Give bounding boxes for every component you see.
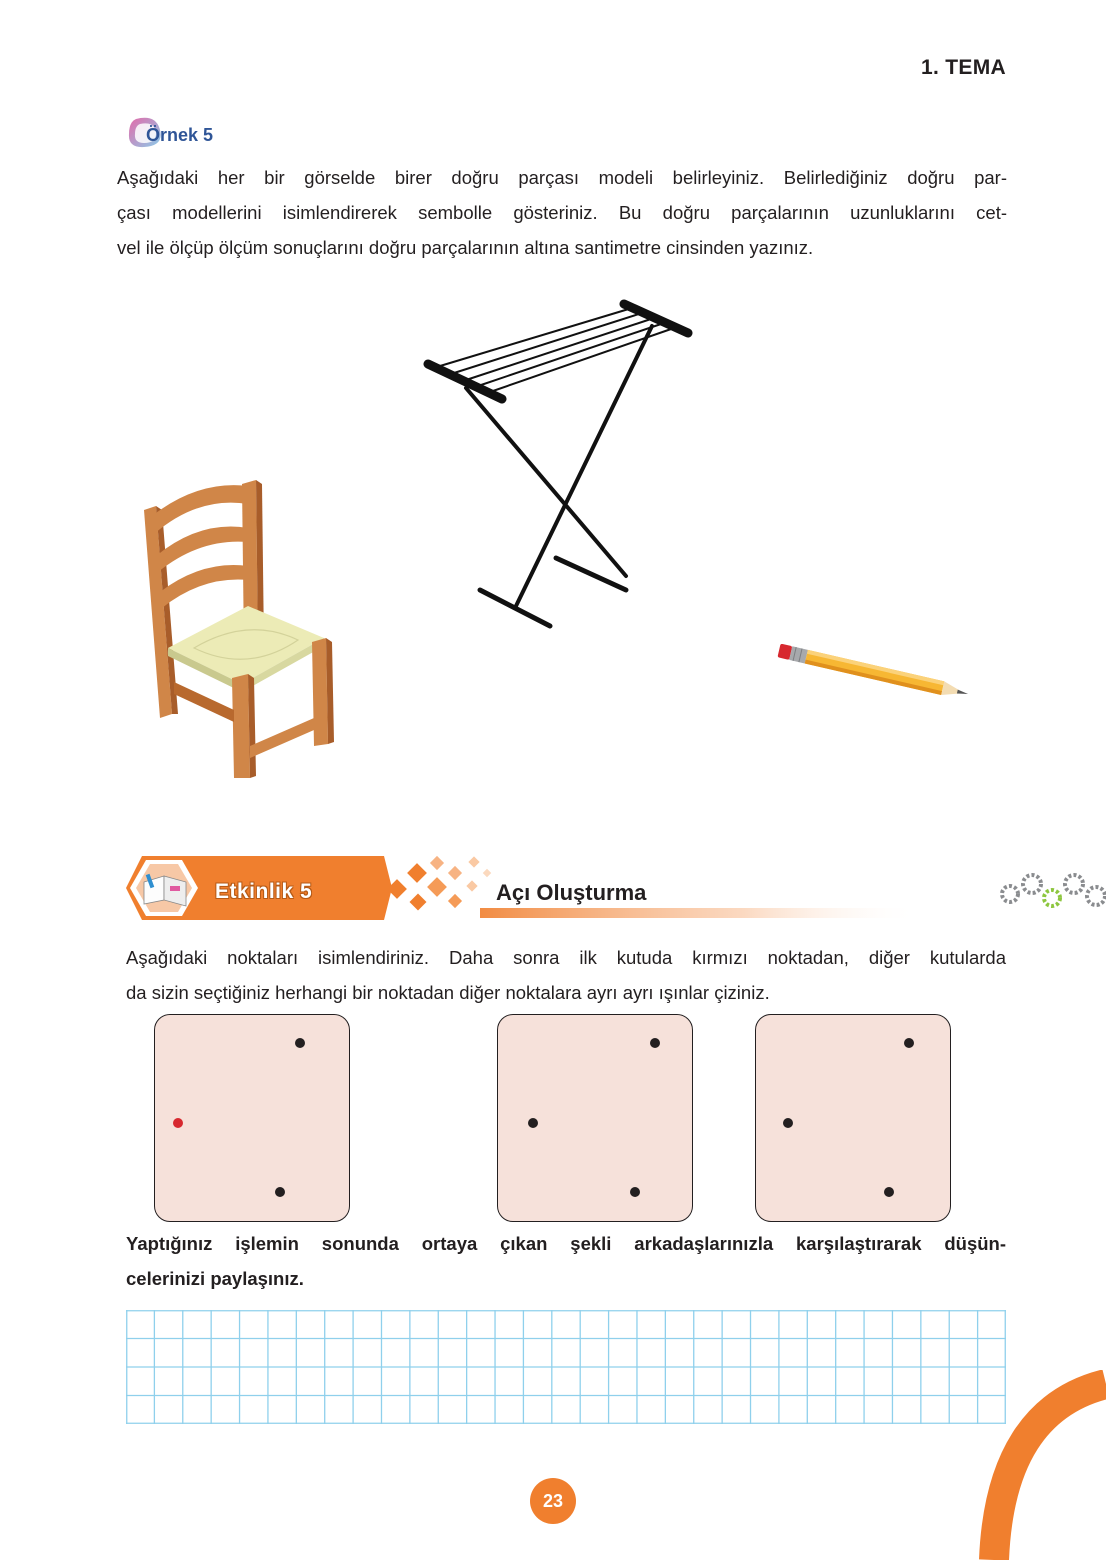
corner-arc-decoration (970, 1370, 1106, 1560)
instruction-line: Aşağıdaki noktaları isimlendiriniz. Daha sonra ilk kutuda kırmızı noktadan, diğer kutularda (126, 947, 1006, 968)
point-box-3[interactable] (755, 1014, 951, 1222)
example-line: Aşağıdaki her bir görselde birer doğru parçası modeli belirleyiniz. Belirlediğiniz doğru par- (117, 167, 1007, 188)
point[interactable] (528, 1118, 538, 1128)
point[interactable] (884, 1187, 894, 1197)
discussion-question (126, 1226, 1006, 1296)
point[interactable] (275, 1187, 285, 1197)
point[interactable] (630, 1187, 640, 1197)
gear-icon (994, 868, 1106, 916)
point-box-1[interactable] (154, 1014, 350, 1222)
example-title: Örnek 5 (146, 125, 214, 145)
drying-rack-illustration (420, 296, 700, 636)
page-number: 23 (530, 1478, 576, 1524)
pencil-illustration (768, 644, 978, 704)
theme-label: 1. TEMA (921, 56, 1006, 79)
example-paragraph (117, 160, 1007, 265)
instruction-line: da sizin seçtiğiniz herhangi bir noktadan diğer noktalara ayrı ayrı ışınlar çiziniz. (126, 982, 770, 1003)
question-line: celerinizi paylaşınız. (126, 1268, 304, 1289)
example-line: vel ile ölçüp ölçüm sonuçlarını doğru parçalarının altına santimetre cinsinden yazınız. (117, 237, 814, 258)
red-point[interactable] (173, 1118, 183, 1128)
point[interactable] (904, 1038, 914, 1048)
point[interactable] (783, 1118, 793, 1128)
activity-instructions (126, 940, 1006, 1010)
answer-grid[interactable] (126, 1310, 1006, 1424)
activity-label: Etkinlik 5 (215, 880, 313, 903)
question-line: Yaptığınız işlemin sonunda ortaya çıkan şekli arkadaşlarınızla karşılaştırarak düşün- (126, 1233, 1006, 1254)
activity-title: Açı Oluşturma (496, 880, 647, 905)
point[interactable] (295, 1038, 305, 1048)
point-box-2[interactable] (497, 1014, 693, 1222)
chair-illustration (138, 478, 338, 782)
point[interactable] (650, 1038, 660, 1048)
example-line: çası modellerini isimlendirerek sembolle gösteriniz. Bu doğru parçalarının uzunluklarını cet- (117, 202, 1007, 223)
